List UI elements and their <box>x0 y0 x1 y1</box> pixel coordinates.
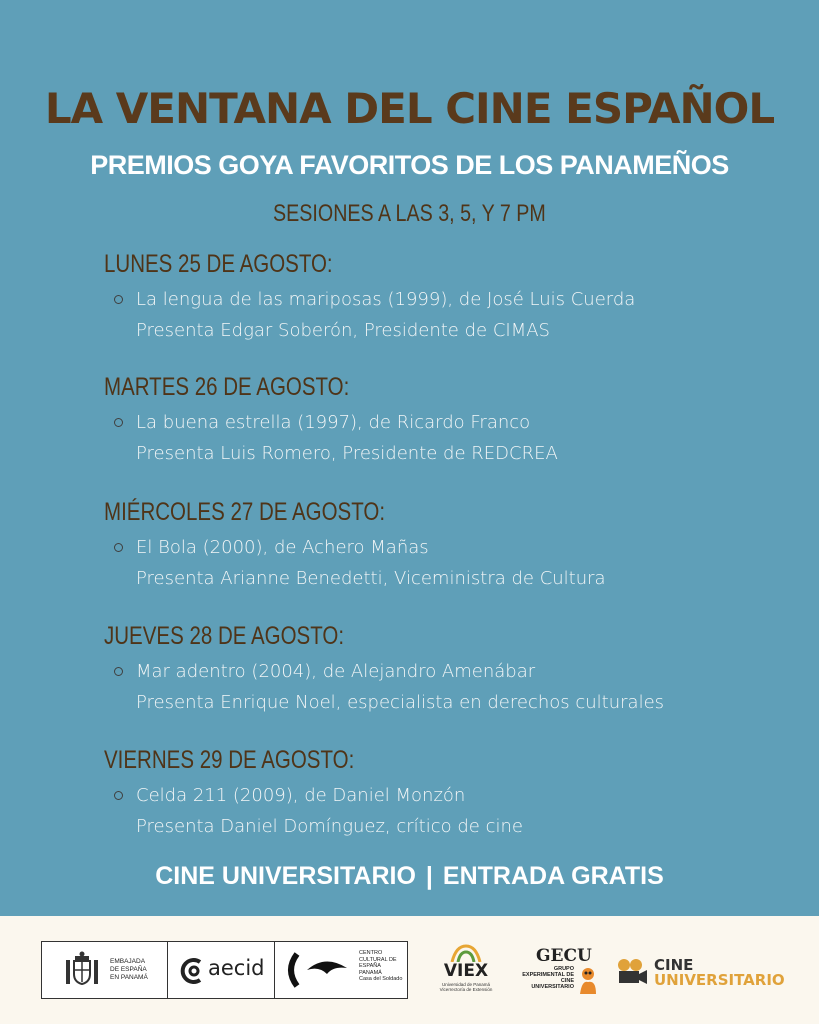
viex-subtitle: Universidad de Panamá <box>441 982 491 987</box>
gecu-line: UNIVERSITARIO <box>531 984 574 990</box>
day-heading: MARTES 26 DE AGOSTO: <box>104 373 350 401</box>
film-presenter: Presenta Enrique Noel, especialista en derechos culturales <box>136 692 665 713</box>
logo-bar <box>0 916 819 1024</box>
session-times: SESIONES A LAS 3, 5, Y 7 PM <box>273 200 546 227</box>
gecu-line: GRUPO <box>553 966 574 972</box>
aecid-wordmark: aecid <box>208 956 265 980</box>
embajada-line: DE ESPAÑA <box>110 966 147 973</box>
film-presenter: Presenta Luis Romero, Presidente de REDCREA <box>136 443 558 464</box>
aecid-c-icon <box>178 956 206 986</box>
gecu-wordmark: GECU <box>536 946 592 966</box>
centro-cultural-logo <box>274 941 408 999</box>
venue-name: CINE UNIVERSITARIO <box>155 862 416 890</box>
day-heading: LUNES 25 DE AGOSTO: <box>104 250 333 278</box>
schedule-day <box>104 746 784 844</box>
schedule-day <box>104 373 784 471</box>
poster-title: LA VENTANA DEL CINE ESPAÑOL <box>44 84 775 133</box>
spain-coat-of-arms-icon <box>62 950 102 990</box>
embajada-line: EN PANAMÁ <box>110 974 148 981</box>
film-presenter: Presenta Edgar Soberón, Presidente de CIMAS <box>136 320 550 341</box>
circle-bullet-icon <box>114 667 123 676</box>
film-entry <box>104 286 784 348</box>
schedule-day <box>104 250 784 348</box>
centro-line: ESPAÑA <box>359 963 381 969</box>
circle-bullet-icon <box>114 295 123 304</box>
gecu-line: EXPERIMENTAL DE CINE <box>522 972 574 984</box>
film-title: El Bola (2000), de Achero Mañas <box>136 537 429 558</box>
centro-line: CULTURAL DE <box>359 956 397 963</box>
centro-line: CENTRO <box>359 950 383 956</box>
day-heading: MIÉRCOLES 27 DE AGOSTO: <box>104 498 386 526</box>
gecu-figure-icon <box>576 966 600 996</box>
day-heading: JUEVES 28 DE AGOSTO: <box>104 622 345 650</box>
schedule-day <box>104 498 784 596</box>
venue-line <box>0 862 819 891</box>
day-heading: VIERNES 29 DE AGOSTO: <box>104 746 355 774</box>
poster-subtitle: PREMIOS GOYA FAVORITOS DE LOS PANAMEÑOS <box>90 150 729 180</box>
viex-wordmark: VIEX <box>443 961 489 981</box>
cine-wordmark: CINE <box>654 956 694 974</box>
centro-cultural-emblem-icon <box>285 952 355 988</box>
circle-bullet-icon <box>114 791 123 800</box>
film-entry <box>104 658 784 720</box>
circle-bullet-icon <box>114 418 123 427</box>
film-presenter: Presenta Arianne Benedetti, Viceministra de Cultura <box>136 568 606 589</box>
centro-line: Casa del Soldado <box>359 976 403 982</box>
viex-emblem-icon <box>448 944 484 962</box>
film-presenter: Presenta Daniel Domínguez, crítico de cine <box>136 816 523 837</box>
film-title: La lengua de las mariposas (1999), de José Luis Cuerda <box>136 289 636 310</box>
universitario-wordmark: UNIVERSITARIO <box>654 971 785 989</box>
venue-separator: | <box>425 862 433 890</box>
cine-universitario-logo <box>616 956 786 990</box>
film-entry <box>104 409 784 471</box>
film-entry <box>104 782 784 844</box>
embajada-line: EMBAJADA <box>110 958 146 965</box>
centro-line: PANAMÁ <box>359 969 382 976</box>
film-camera-icon <box>616 958 650 986</box>
schedule-day <box>104 622 784 720</box>
circle-bullet-icon <box>114 543 123 552</box>
film-entry <box>104 534 784 596</box>
film-title: La buena estrella (1997), de Ricardo Franco <box>136 412 531 433</box>
gecu-logo <box>508 946 604 998</box>
embajada-logo <box>41 941 168 999</box>
aecid-logo <box>167 941 275 999</box>
film-title: Celda 211 (2009), de Daniel Monzón <box>136 785 466 806</box>
viex-subtitle: Vicerrectoría de Extensión <box>439 987 493 992</box>
entry-info: ENTRADA GRATIS <box>442 862 664 890</box>
film-title: Mar adentro (2004), de Alejandro Amenábar <box>136 661 536 682</box>
viex-logo <box>434 944 498 1000</box>
